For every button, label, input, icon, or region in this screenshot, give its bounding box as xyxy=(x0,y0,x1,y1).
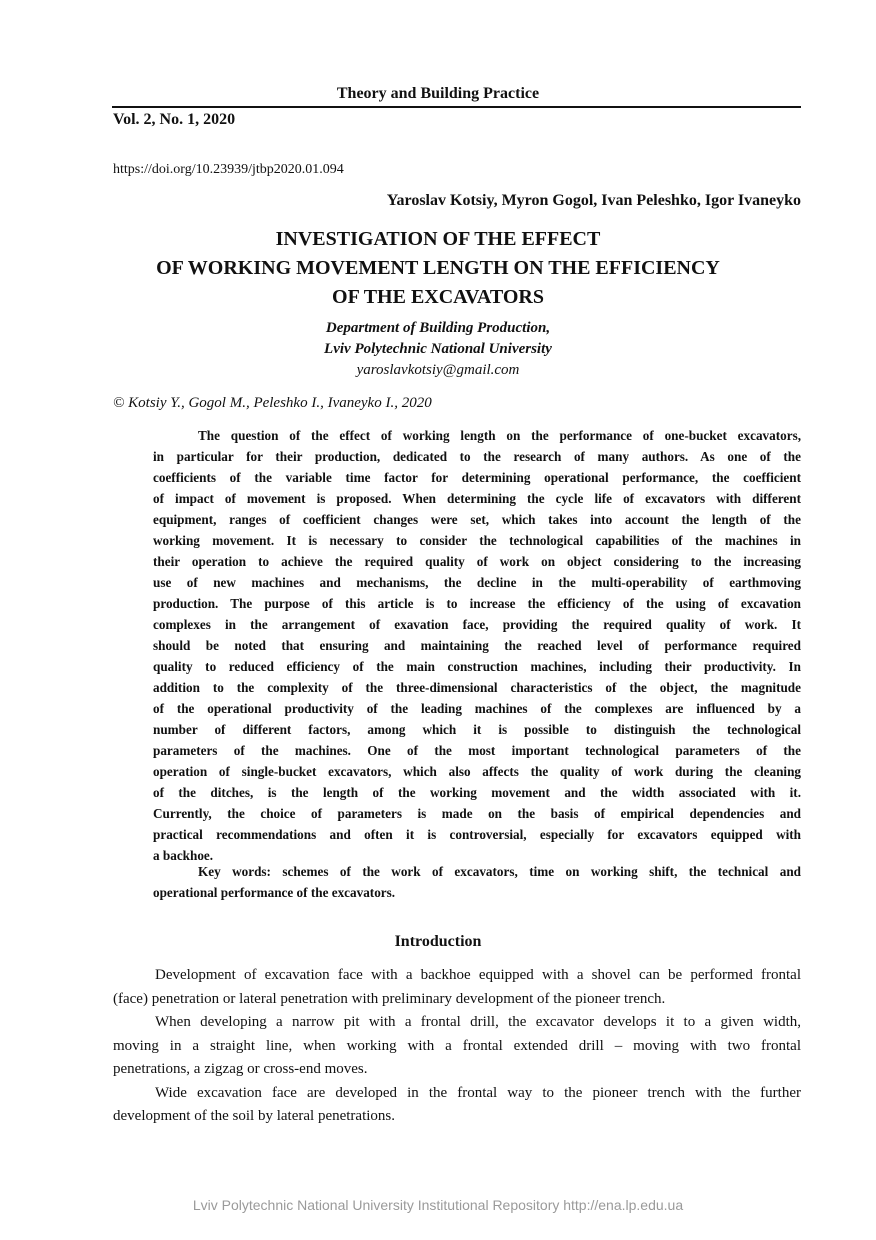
copyright: © Kotsiy Y., Gogol M., Peleshko I., Ivaneyko I., 2020 xyxy=(113,395,432,411)
keywords xyxy=(153,861,801,903)
email[interactable]: yaroslavkotsiy@gmail.com xyxy=(356,362,520,378)
text-line: Currently, the choice of parameters is made on the basis of empirical dependencies and xyxy=(153,806,801,821)
text-line: use of new machines and mechanisms, the decline in the multi-operability of earthmoving xyxy=(153,575,801,590)
title-line: INVESTIGATION OF THE EFFECT xyxy=(275,228,601,250)
text-line: number of different factors, among which it is possible to distinguish the technological xyxy=(153,722,801,737)
text-line: operation of single-bucket excavators, which also affects the quality of work during the cleaning xyxy=(153,764,801,779)
text-line: in particular for their production, dedicated to the research of many authors. As one of the xyxy=(153,449,801,464)
repository-footer: Lviv Polytechnic National University Institutional Repository http://ena.lp.edu.ua xyxy=(192,1197,684,1213)
text-line: of the ditches, is the length of the working movement and the width associated with it. xyxy=(153,785,801,800)
text-line: moving in a straight line, when working with a frontal extended drill – moving with two frontal xyxy=(113,1037,801,1054)
text-line: a backhoe. xyxy=(153,848,214,863)
text-line: (face) penetration or lateral penetration with preliminary development of the pioneer trench. xyxy=(113,990,666,1007)
department: Department of Building Production, xyxy=(325,320,551,336)
text-line: equipment, ranges of coefficient changes were set, which takes into account the length of the xyxy=(153,512,801,527)
university: Lviv Polytechnic National University xyxy=(324,341,552,357)
text-line: penetrations, a zigzag or cross-end moves. xyxy=(113,1061,368,1077)
authors: Yaroslav Kotsiy, Myron Gogol, Ivan Peleshko, Igor Ivaneyko xyxy=(386,192,801,209)
text-line: quality to reduced efficiency of the main construction machines, including their productivity. In xyxy=(153,659,801,674)
journal-name: Theory and Building Practice xyxy=(336,85,540,102)
text-line: of impact of movement is proposed. When determining the cycle life of excavators with different xyxy=(153,491,801,506)
text-line: parameters of the machines. One of the most important technological parameters of the xyxy=(153,743,801,758)
text-line: development of the soil by lateral penetrations. xyxy=(113,1108,395,1124)
volume-info: Vol. 2, No. 1, 2020 xyxy=(113,111,236,128)
text-line: addition to the complexity of the three-dimensional characteristics of the object, the magnitude xyxy=(153,680,801,695)
title-line: OF WORKING MOVEMENT LENGTH ON THE EFFICIENCY xyxy=(156,257,720,279)
header-rule xyxy=(112,106,801,108)
text-line: operational performance of the excavators. xyxy=(153,885,396,900)
paper-title xyxy=(0,225,876,312)
text-line: When developing a narrow pit with a frontal drill, the excavator develops it to a given width, xyxy=(155,1014,801,1030)
affiliation xyxy=(0,318,876,381)
text-line: working movement. It is necessary to consider the technological capabilities of the machines in xyxy=(153,533,801,548)
text-line: The question of the effect of working length on the performance of one-bucket excavators, xyxy=(198,428,801,443)
text-line: complexes in the arrangement of exavation face, providing the required quality of work. It xyxy=(153,617,801,632)
text-line: Key words: schemes of the work of excavators, time on working shift, the technical and xyxy=(198,864,801,879)
text-line: Wide excavation face are developed in the frontal way to the pioneer trench with the further xyxy=(155,1084,801,1101)
text-line: coefficients of the variable time factor for determining operational performance, the coefficient xyxy=(153,470,801,485)
text-line: should be noted that ensuring and maintaining the reached level of performance required xyxy=(153,638,801,653)
text-line: Development of excavation face with a backhoe equipped with a shovel can be performed frontal xyxy=(155,967,801,983)
text-line: their operation to achieve the required quality of work on object considering to the increasing xyxy=(153,554,801,569)
title-line: OF THE EXCAVATORS xyxy=(332,286,544,308)
section-heading-introduction: Introduction xyxy=(394,933,482,950)
text-line: production. The purpose of this article is to increase the efficiency of the using of excavation xyxy=(153,596,801,611)
text-line: practical recommendations and often it is controversial, especially for excavators equipped with xyxy=(153,827,801,842)
introduction-body xyxy=(113,964,801,1129)
text-line: of the operational productivity of the leading machines of the complexes are influenced by a xyxy=(153,701,801,716)
doi-link[interactable]: https://doi.org/10.23939/jtbp2020.01.094 xyxy=(113,162,344,177)
abstract xyxy=(153,425,801,866)
